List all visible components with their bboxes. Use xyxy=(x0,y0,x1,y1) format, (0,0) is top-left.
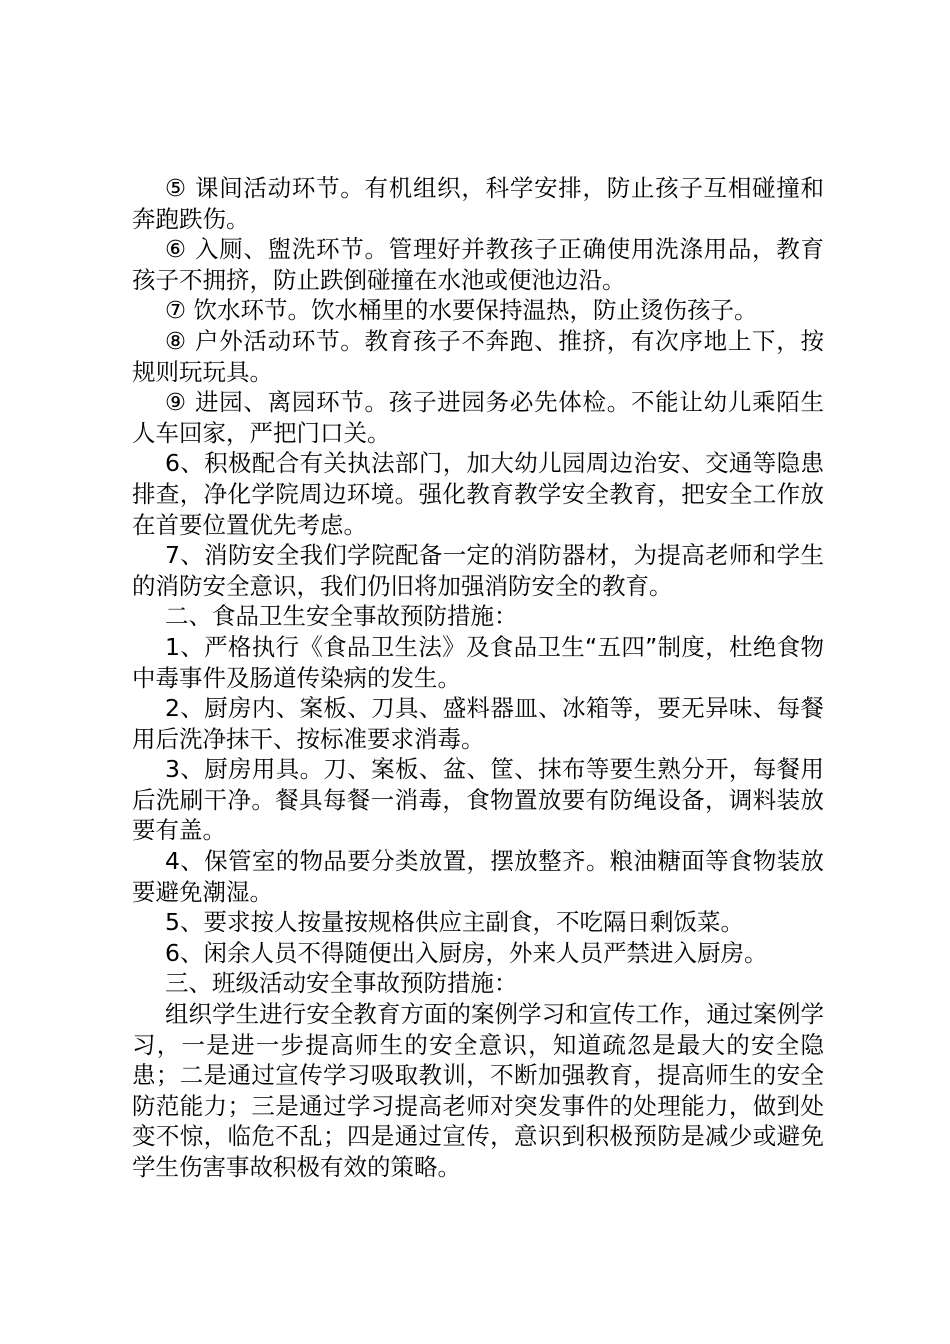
section-heading-food-safety: 二、食品卫生安全事故预防措施： xyxy=(165,602,518,631)
paragraph-drinking-water: ⑦ 饮水环节。饮水桶里的水要保持温热，防止烫伤孩子。 xyxy=(165,296,758,325)
paragraph-kitchen-utensils: 3、厨房用具。刀、案板、盆、筐、抹布等要生熟分开，每餐用后洗刷干净。餐具每餐一消毒，食物置放要有防绳设备，调料装放要有盖。 xyxy=(132,755,824,845)
paragraph-safety-education: 组织学生进行安全教育方面的案例学习和宣传工作，通过案例学习，一是进一步提高师生的安全意识，知道疏忽是最大的安全隐患；二是通过宣传学习吸取教训，不断加强教育，提高师生的安全防范能力；三是通过学习提高老师对突发事件的处理能力，做到处变不惊，临危不乱；四是通过宣传，意识到积极预防是减少或避免学生伤害事故积极有效的策略。 xyxy=(132,1000,824,1181)
document-body xyxy=(132,173,824,1183)
paragraph-kitchen-cleaning: 2、厨房内、案板、刀具、盛料器皿、冰箱等，要无异味、每餐用后洗净抹干、按标准要求消毒。 xyxy=(132,694,824,753)
paragraph-storage-room: 4、保管室的物品要分类放置，摆放整齐。粮油糖面等食物装放要避免潮湿。 xyxy=(132,847,824,906)
paragraph-food-hygiene-law: 1、严格执行《食品卫生法》及食品卫生“五四”制度，杜绝食物中毒事件及肠道传染病的发生。 xyxy=(132,632,824,692)
section-heading-class-activity-safety: 三、班级活动安全事故预防措施： xyxy=(165,969,518,998)
paragraph-outdoor-activity: ⑧ 户外活动环节。教育孩子不奔跑、推挤，有次序地上下，按规则玩玩具。 xyxy=(132,326,824,386)
paragraph-toilet-washing: ⑥ 入厕、盥洗环节。管理好并教孩子正确使用洗涤用品，教育孩子不拥挤，防止跌倒碰撞在水池或便池边沿。 xyxy=(132,235,824,294)
paragraph-fire-safety: 7、消防安全我们学院配备一定的消防器材，为提高老师和学生的消防安全意识，我们仍旧将加强消防安全的教育。 xyxy=(132,541,824,600)
paragraph-law-enforcement: 6、积极配合有关执法部门，加大幼儿园周边治安、交通等隐患排查，净化学院周边环境。强化教育教学安全教育，把安全工作放在首要位置优先考虑。 xyxy=(132,449,824,539)
paragraph-kitchen-access: 6、闲余人员不得随便出入厨房，外来人员严禁进入厨房。 xyxy=(165,938,768,967)
paragraph-food-supply: 5、要求按人按量按规格供应主副食，不吃隔日剩饭菜。 xyxy=(165,908,744,937)
paragraph-class-activity: ⑤ 课间活动环节。有机组织，科学安排，防止孩子互相碰撞和奔跑跌伤。 xyxy=(132,174,824,233)
paragraph-arrival-departure: ⑨ 进园、离园环节。孩子进园务必先体检。不能让幼儿乘陌生人车回家，严把门口关。 xyxy=(132,388,824,447)
